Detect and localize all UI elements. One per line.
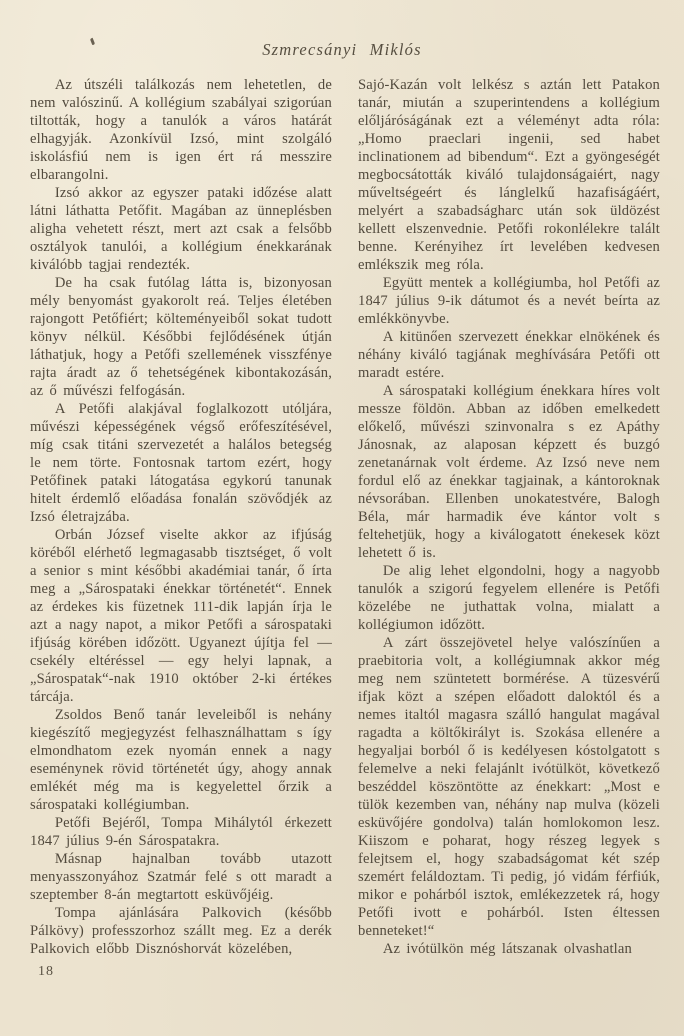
paragraph: A Petőfi alakjával foglalkozott utóljára, művészi képességének végső erőfeszítésével, míg csak titáni szervezetét a halálos betegség le nem törte. Fontosnak tartom ezért, hogy Petőfinek pataki látogatása egykorú tanunak hitelt érdemlő előadása fonalán szövődjék az Izsó életrajzába.	[30, 401, 332, 525]
left-column	[30, 76, 332, 958]
page-number: 18	[38, 964, 54, 979]
paragraph: Zsoldos Benő tanár leveleiből is nehány kiegészítő megjegyzést felhasználhattam s így elmondhatom ezek nyomán ennek a nagy eseménynek rövid történetét úgy, ahogy annak emlékét még ma is kegyelettel őrzik a sárospataki kollégiumban.	[30, 707, 332, 813]
text-columns	[30, 76, 660, 958]
paragraph: Együtt mentek a kollégiumba, hol Petőfi az 1847 július 9-ik dátumot és a nevét beírta az emlékkönyvbe.	[358, 275, 660, 327]
paragraph: Izsó akkor az egyszer pataki időzése alatt látni láthatta Petőfit. Magában az ünneplésben aligha vehetett részt, mert azt csak a felsőbb osztályok tanulói, a kollégium énekkarának kiválóbb tagjai rendezték.	[30, 185, 332, 273]
paragraph: De alig lehet elgondolni, hogy a nagyobb tanulók a szigorú fegyelem ellenére is Petőfi közelébe ne juthattak volna, mialatt a kollégiumon időzött.	[358, 563, 660, 633]
paragraph: A kitünően szervezett énekkar elnökének és néhány kiváló tagjának meghívására Petőfi ott maradt estére.	[358, 329, 660, 381]
paragraph-continuation: Sajó-Kazán volt lelkész s aztán lett Patakon tanár, miután a szuperintendens a kollégium előljáróságának ezt a véleményt adta róla: „Homo praeclari ingenii, sed habet inclinationem ad bibendum“. Ezt a gyöngeségét megbocsátották kiváló tulajdonságaiért, nagy műveltségeért és lánglelkű hazafiságáért, melyért a szabadságharc után sok üldözést kellett elszenvednie. Petőfi rokonlélekre talált benne. Kerényihez írt levelében kedvesen emlékszik meg róla.	[358, 77, 660, 273]
paragraph: Orbán József viselte akkor az ifjúság köréből elérhető legmagasabb tisztséget, ő volt a senior s mint későbbi akadémiai tanár, ő írta meg a „Sárospataki énekkar történetét“. Ennek az érdekes kis füzetnek 111-dik lapján írja le azt a nagy napot, a mikor Petőfi a sárospataki ifjúság körében időzött. Ugyanezt újítja fel — csekély eltéréssel — egy helyi lapnak, a „Sárospatak“-nak 1910 október 2-ki értékes tárcája.	[30, 527, 332, 705]
paragraph: A sárospataki kollégium énekkara híres volt messze földön. Abban az időben emelkedett előkelő, művészi szinvonalra s ez Apáthy Jánosnak, az alaposan képzett és buzgó zenetanárnak volt érdeme. Az Izsó neve nem fordul elő az énekkar tagjainak, a kántoroknak névsorában. Ellenben unokatestvére, Balogh Béla, már harmadik éve kántor volt s feltehetjük, hogy a kiválogatott énekesek közt lehetett ő is.	[358, 383, 660, 561]
paragraph: Másnap hajnalban tovább utazott menyasszonyához Szatmár felé s ott maradt a szeptember 8-án megtartott esküvőjéig.	[30, 851, 332, 903]
right-column	[358, 76, 660, 958]
paragraph: Petőfi Bejéről, Tompa Mihálytól érkezett 1847 július 9-én Sárospatakra.	[30, 815, 332, 849]
running-header: Szmrecsányi Miklós	[262, 40, 422, 59]
paragraph: Az ivótülkön még látszanak olvashatlan	[382, 941, 632, 957]
paragraph: Tompa ajánlására Palkovich (később Pálkövy) professzorhoz szállt meg. Ez a derék Palkovich előbb Disznóshorvát közelében,	[30, 905, 332, 957]
paragraph: De ha csak futólag látta is, bizonyosan mély benyomást gyakorolt reá. Teljes életében rajongott Petőfiért; költeményeiből sokat tudott könyv nélkül. Későbbi fejlődésének útján láthatjuk, hogy a Petőfi szellemének visszfénye rajta áradt az ő tehetségének kibontakozásán, az ő művészi felfogásán.	[30, 275, 332, 399]
paragraph: A zárt összejövetel helye valószínűen a praebitoria volt, a kollégiumnak akkor még meg nem szüntetett bormérése. A tüzesvérű ifjak közt a szépen előadott daloktól és a nemes italtól magasra szálló hangulat magával ragadta a költőkirályt is. Szokása ellenére a hegyaljai borból ő is kedélyesen kóstolgatott s felemelve a neki felajánlt ivótülköt, következő beszéddel köszöntötte az énekkart: „Most e tülök kezemben van, néhány nap mulva (közeli esküvőjére gondolva) talán homlokomon lesz. Kiiszom e poharat, hogy részeg legyek s felejtsem el, hogy szabadságomat két szép szemért feláldoztam. Ti pedig, jó vidám férfiúk, mikor e pohárból isztok, emlékezzetek rá, hogy Petőfi ivott e pohárból. Isten éltessen benneteket!“	[358, 635, 660, 939]
paragraph: Az útszéli találkozás nem lehetetlen, de nem valószinű. A kollégium szabályai szigorúan tiltották, hogy a tanulók a város határát elhagyják. Azonkívül Izsó, mint szolgáló iskolásfiú nem is igen ért rá messzire elbarangolni.	[30, 77, 332, 183]
